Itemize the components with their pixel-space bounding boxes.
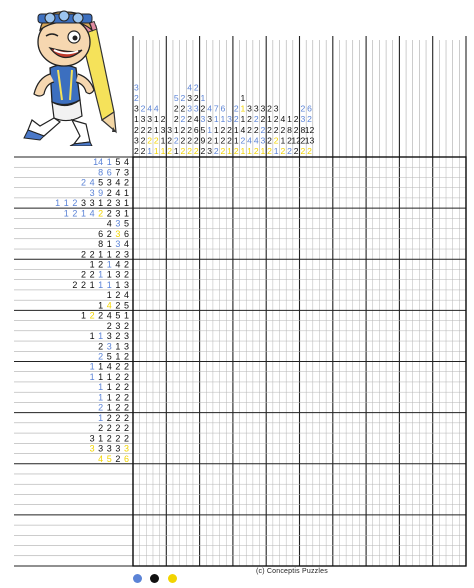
row-clue-number: 1 xyxy=(106,249,112,260)
column-clue-number: 2 xyxy=(220,135,226,146)
column-clue-number: 1 xyxy=(287,114,292,125)
column-clue-number: 3 xyxy=(133,82,139,93)
column-clue-number: 2 xyxy=(227,135,232,146)
row-clue-number: 4 xyxy=(115,187,121,198)
column-clue-number: 4 xyxy=(253,135,259,146)
row-clue-number: 3 xyxy=(115,208,121,219)
black-color-dot xyxy=(150,574,159,583)
column-clue-number: 6 xyxy=(307,103,312,114)
row-clue-number: 1 xyxy=(123,310,129,321)
column-clue-number: 3 xyxy=(193,103,199,114)
column-clue-number: 1 xyxy=(213,135,219,146)
column-clue-number: 1 xyxy=(273,146,279,156)
row-clue-number: 3 xyxy=(123,331,129,342)
column-clue-number: 2 xyxy=(293,114,299,125)
row-clue-number: 1 xyxy=(123,208,129,219)
row-clue-number: 1 xyxy=(106,269,112,280)
row-clue-number: 3 xyxy=(98,443,104,454)
row-clue-number: 2 xyxy=(98,423,104,434)
column-clue-number: 2 xyxy=(220,124,226,135)
row-clue-number: 3 xyxy=(89,187,95,198)
column-clue-number: 7 xyxy=(213,103,219,114)
column-clue-number: 1 xyxy=(233,124,239,135)
column-clue-number: 3 xyxy=(200,114,206,125)
row-clue-number: 2 xyxy=(123,177,129,188)
column-clue-number: 2 xyxy=(200,146,206,156)
row-clue-number: 1 xyxy=(98,249,104,260)
row-clue-number: 1 xyxy=(55,198,61,209)
row-clue-number: 1 xyxy=(106,259,112,270)
row-clue-number: 2 xyxy=(115,392,121,403)
row-clue-number: 2 xyxy=(98,351,104,362)
column-clue-number: 2 xyxy=(187,124,193,135)
row-clue-number: 1 xyxy=(106,290,112,301)
row-clue-number: 2 xyxy=(123,423,129,434)
row-clue-number: 1 xyxy=(63,208,69,219)
row-clue-number: 2 xyxy=(123,433,129,444)
row-clue-number: 4 xyxy=(98,453,104,464)
column-clue-number: 2 xyxy=(273,114,279,125)
column-clue-number: 2 xyxy=(273,124,279,135)
row-clue-number: 2 xyxy=(115,433,121,444)
column-clue-number: 1 xyxy=(213,114,219,125)
row-clue-number: 4 xyxy=(106,310,112,321)
row-clue-number: 2 xyxy=(115,300,121,311)
row-clue-number: 3 xyxy=(115,218,121,229)
column-clue-number: 2 xyxy=(140,135,146,146)
column-clue-number: 1 xyxy=(153,124,159,135)
row-clue-number: 3 xyxy=(123,167,129,178)
column-clue-number: 4 xyxy=(193,114,199,125)
row-clue-number: 2 xyxy=(115,249,121,260)
row-clue-number: 4 xyxy=(106,300,112,311)
row-clue-number: 3 xyxy=(123,249,129,260)
row-clue-number: 9 xyxy=(98,187,104,198)
column-clue-number: 2 xyxy=(280,146,286,156)
column-clue-number: 3 xyxy=(260,103,266,114)
row-clue-number: 1 xyxy=(80,208,86,219)
column-clue-number: 2 xyxy=(193,93,199,103)
row-clue-number: 2 xyxy=(123,259,129,270)
column-clue-number: 2 xyxy=(193,135,199,146)
row-clue-number: 1 xyxy=(89,371,95,382)
column-clue-number: 3 xyxy=(133,103,139,114)
row-clue-number: 2 xyxy=(106,423,112,434)
row-clue-number: 1 xyxy=(106,157,112,168)
row-clue-number: 2 xyxy=(115,382,121,393)
row-clue-number: 1 xyxy=(115,279,121,290)
row-clue-number: 4 xyxy=(106,361,112,372)
row-clue-number: 2 xyxy=(72,279,78,290)
column-clue-number: 3 xyxy=(187,93,193,103)
column-clue-number: 2 xyxy=(233,146,239,156)
row-clue-number: 2 xyxy=(106,198,112,209)
row-clue-number: 2 xyxy=(115,412,121,423)
column-clue-number: 2 xyxy=(287,135,292,146)
column-clue-number: 2 xyxy=(173,114,179,125)
column-clue-number: 2 xyxy=(193,82,199,93)
row-clue-number: 1 xyxy=(106,239,112,250)
row-clue-number: 1 xyxy=(63,198,69,209)
column-clue-number: 9 xyxy=(200,135,206,146)
row-clue-number: 2 xyxy=(123,412,129,423)
row-clue-number: 1 xyxy=(89,279,95,290)
column-clue-number: 4 xyxy=(207,103,212,114)
row-clue-number: 2 xyxy=(89,310,95,321)
row-clue-number: 2 xyxy=(72,208,78,219)
column-clue-number: 2 xyxy=(267,124,272,135)
row-clue-number: 1 xyxy=(80,310,86,321)
row-clue-number: 3 xyxy=(89,443,95,454)
row-clue-number: 1 xyxy=(89,331,95,342)
column-clue-number: 4 xyxy=(153,103,159,114)
column-clue-number: 2 xyxy=(173,103,179,114)
row-clue-number: 5 xyxy=(115,157,121,168)
row-clue-number: 6 xyxy=(106,167,112,178)
row-clue-number: 1 xyxy=(98,279,104,290)
row-clue-number: 2 xyxy=(80,279,86,290)
blue-color-dot xyxy=(133,574,142,583)
column-clue-number: 2 xyxy=(300,103,306,114)
column-clue-number: 3 xyxy=(260,135,266,146)
mascot-body xyxy=(24,65,94,146)
row-clue-number: 2 xyxy=(80,177,86,188)
row-clue-number: 3 xyxy=(80,198,86,209)
boy-with-pencil-icon xyxy=(10,4,122,146)
row-clue-number: 4 xyxy=(115,259,121,270)
row-clue-number: 1 xyxy=(98,382,104,393)
row-clue-number: 1 xyxy=(98,269,104,280)
column-clue-number: 6 xyxy=(193,124,199,135)
row-clue-number: 3 xyxy=(106,177,112,188)
row-clue-number: 5 xyxy=(106,351,112,362)
column-clue-number: 2 xyxy=(180,135,186,146)
column-clue-number: 1 xyxy=(233,135,239,146)
column-clue-number: 2 xyxy=(193,146,199,156)
row-clue-number: 5 xyxy=(115,310,121,321)
row-clue-number: 2 xyxy=(106,412,112,423)
row-clue-number: 2 xyxy=(123,392,129,403)
column-clue-number: 6 xyxy=(220,103,226,114)
row-clue-number: 2 xyxy=(115,423,121,434)
row-clue-number: 2 xyxy=(123,402,129,413)
row-clue-number: 1 xyxy=(106,392,112,403)
column-clue-number: 8 xyxy=(287,124,292,135)
column-clue-number: 1 xyxy=(133,114,139,125)
row-clue-number: 1 xyxy=(123,187,129,198)
column-clue-number: 1 xyxy=(220,114,226,125)
column-clue-number: 1 xyxy=(153,114,159,125)
puzzle-grid[interactable] xyxy=(133,157,466,566)
row-clue-number: 5 xyxy=(123,218,129,229)
row-clue-number: 14 xyxy=(93,157,104,168)
column-clue-number: 1 xyxy=(247,146,252,156)
row-clue-number: 1 xyxy=(106,279,112,290)
column-clue-number: 1 xyxy=(160,135,166,146)
column-clue-number: 2 xyxy=(253,146,259,156)
row-clue-number: 2 xyxy=(106,320,112,331)
column-clue-number: 2 xyxy=(173,135,179,146)
column-clue-number: 2 xyxy=(307,114,312,125)
column-clue-number: 2 xyxy=(187,146,193,156)
row-clue-number: 2 xyxy=(89,249,95,260)
column-clue-number: 3 xyxy=(187,103,193,114)
row-clue-number: 1 xyxy=(98,371,104,382)
column-clue-number: 2 xyxy=(253,124,259,135)
column-clue-number: 1 xyxy=(227,146,232,156)
column-clue-number: 2 xyxy=(247,124,252,135)
copyright-credit: (c) Conceptis Puzzles xyxy=(256,568,328,575)
column-clue-number: 3 xyxy=(207,146,212,156)
row-clue-number: 2 xyxy=(123,371,129,382)
row-clue-number: 3 xyxy=(123,443,129,454)
column-clue-number: 3 xyxy=(133,135,139,146)
row-clue-number: 3 xyxy=(115,320,121,331)
row-clue-number: 1 xyxy=(106,382,112,393)
row-clues-area xyxy=(14,157,133,566)
row-clue-number: 3 xyxy=(89,198,95,209)
column-clue-number: 2 xyxy=(167,146,173,156)
row-clue-number: 1 xyxy=(98,433,104,444)
column-clue-number: 2 xyxy=(153,135,159,146)
row-clue-number: 3 xyxy=(115,228,121,239)
column-clue-number: 2 xyxy=(260,114,266,125)
column-clue-number: 1 xyxy=(200,93,206,103)
column-clues-area xyxy=(133,36,466,157)
row-clue-number: 5 xyxy=(98,177,104,188)
column-clue-number: 12 xyxy=(304,124,315,135)
puzzle-footer xyxy=(0,566,474,586)
row-clue-number: 3 xyxy=(106,331,112,342)
column-clue-number: 2 xyxy=(240,135,246,146)
column-clue-number: 2 xyxy=(140,124,146,135)
column-clue-number: 2 xyxy=(180,114,186,125)
row-clue-number: 1 xyxy=(115,351,121,362)
column-clue-number: 3 xyxy=(207,114,212,125)
row-clue-number: 1 xyxy=(89,361,95,372)
row-clue-number: 1 xyxy=(106,402,112,413)
row-clue-number: 4 xyxy=(123,290,129,301)
row-clue-number: 1 xyxy=(98,361,104,372)
column-clue-number: 2 xyxy=(180,93,186,103)
column-clue-number: 1 xyxy=(173,124,179,135)
column-clue-number: 1 xyxy=(147,146,153,156)
row-clue-number: 3 xyxy=(89,433,95,444)
column-clue-number: 2 xyxy=(187,135,193,146)
row-clue-number: 3 xyxy=(123,279,129,290)
row-clue-number: 2 xyxy=(106,208,112,219)
row-clue-number: 1 xyxy=(106,371,112,382)
column-clue-number: 2 xyxy=(160,114,166,125)
column-clue-number: 2 xyxy=(187,114,193,125)
column-clue-number: 2 xyxy=(233,103,239,114)
row-clue-number: 1 xyxy=(98,331,104,342)
column-clue-number: 2 xyxy=(133,146,139,156)
row-clue-number: 2 xyxy=(115,402,121,413)
column-clue-number: 2 xyxy=(300,135,306,146)
row-clue-number: 5 xyxy=(123,300,129,311)
row-clue-number: 3 xyxy=(115,239,121,250)
row-clue-number: 2 xyxy=(115,290,121,301)
column-clue-number: 2 xyxy=(167,135,173,146)
column-clue-number: 1 xyxy=(240,114,246,125)
column-clue-number: 2 xyxy=(260,124,266,135)
row-clue-number: 3 xyxy=(106,443,112,454)
row-clue-number: 7 xyxy=(115,167,121,178)
row-clue-number: 8 xyxy=(98,239,104,250)
column-clue-number: 2 xyxy=(267,103,272,114)
column-clue-number: 3 xyxy=(300,114,306,125)
column-clue-number: 5 xyxy=(200,124,206,135)
row-clue-number: 2 xyxy=(72,198,78,209)
column-clue-number: 2 xyxy=(147,135,153,146)
row-clue-number: 4 xyxy=(89,177,95,188)
column-clue-number: 5 xyxy=(173,93,179,103)
column-clue-number: 2 xyxy=(133,124,139,135)
column-clue-number: 2 xyxy=(180,146,186,156)
row-clue-number: 4 xyxy=(123,239,129,250)
row-clue-number: 1 xyxy=(89,259,95,270)
column-clue-number: 4 xyxy=(240,124,246,135)
row-clue-number: 2 xyxy=(123,269,129,280)
column-clue-number: 3 xyxy=(253,103,259,114)
column-clue-number: 2 xyxy=(200,103,206,114)
column-clue-number: 1 xyxy=(173,146,179,156)
column-clue-number: 2 xyxy=(293,146,299,156)
column-clue-number: 4 xyxy=(187,82,193,93)
column-clue-number: 2 xyxy=(247,114,252,125)
column-clue-number: 3 xyxy=(227,114,232,125)
column-clue-number: 2 xyxy=(273,135,279,146)
yellow-color-dot xyxy=(168,574,177,583)
row-clue-number: 6 xyxy=(123,228,129,239)
mascot-head xyxy=(38,11,92,66)
row-clue-number: 6 xyxy=(123,453,129,464)
row-clue-number: 3 xyxy=(115,443,121,454)
row-clue-number: 4 xyxy=(123,157,129,168)
row-clue-number: 2 xyxy=(123,361,129,372)
row-clue-number: 5 xyxy=(106,453,112,464)
column-clue-number: 2 xyxy=(280,124,286,135)
row-clue-number: 4 xyxy=(106,218,112,229)
row-clue-number: 8 xyxy=(98,167,104,178)
row-clue-number: 2 xyxy=(80,249,86,260)
row-clue-number: 2 xyxy=(115,331,121,342)
column-clue-number: 2 xyxy=(213,146,219,156)
row-clue-number: 1 xyxy=(98,300,104,311)
column-clue-number: 2 xyxy=(180,124,186,135)
column-clue-number: 8 xyxy=(300,124,306,135)
row-clue-number: 6 xyxy=(98,228,104,239)
row-clue-number: 4 xyxy=(115,177,121,188)
row-clue-number: 1 xyxy=(98,198,104,209)
column-clue-number: 2 xyxy=(293,124,299,135)
row-clue-number: 1 xyxy=(98,392,104,403)
column-clue-number: 1 xyxy=(213,124,219,135)
column-clue-number: 1 xyxy=(207,124,212,135)
row-clue-number: 1 xyxy=(98,412,104,423)
column-clue-number: 1 xyxy=(160,146,166,156)
column-clue-number: 2 xyxy=(267,146,272,156)
color-palette xyxy=(133,570,181,588)
row-clue-number: 2 xyxy=(98,402,104,413)
column-clue-number: 2 xyxy=(220,146,226,156)
column-clue-number: 3 xyxy=(167,124,173,135)
column-clue-number: 2 xyxy=(140,146,146,156)
row-clue-number: 2 xyxy=(115,371,121,382)
row-clue-number: 1 xyxy=(115,341,121,352)
column-clue-number: 1 xyxy=(267,114,272,125)
column-clue-number: 2 xyxy=(307,146,312,156)
column-clue-number: 2 xyxy=(180,103,186,114)
column-clue-number: 3 xyxy=(247,103,252,114)
column-clue-number: 2 xyxy=(147,124,153,135)
row-clue-number: 1 xyxy=(123,198,129,209)
row-clue-number: 2 xyxy=(115,453,121,464)
row-clue-number: 2 xyxy=(98,310,104,321)
column-clue-number: 4 xyxy=(280,114,286,125)
column-clue-number: 2 xyxy=(300,146,306,156)
column-clue-number: 3 xyxy=(140,114,146,125)
column-clue-number: 2 xyxy=(267,135,272,146)
column-clue-number: 2 xyxy=(233,114,239,125)
row-clue-number: 3 xyxy=(106,341,112,352)
row-clue-number: 3 xyxy=(115,269,121,280)
row-clue-number: 2 xyxy=(89,269,95,280)
row-clue-number: 2 xyxy=(98,341,104,352)
column-clue-number: 1 xyxy=(280,135,286,146)
column-clue-number: 1 xyxy=(240,103,246,114)
row-clue-number: 3 xyxy=(115,198,121,209)
column-clue-number: 2 xyxy=(140,103,146,114)
row-clue-number: 2 xyxy=(98,208,104,219)
row-clue-number: 2 xyxy=(123,382,129,393)
column-clue-number: 2 xyxy=(207,135,212,146)
row-clue-number: 2 xyxy=(80,269,86,280)
column-clue-number: 1 xyxy=(260,146,266,156)
row-clue-number: 2 xyxy=(106,228,112,239)
column-clue-number: 1 xyxy=(153,146,159,156)
column-clue-number: 12 xyxy=(291,135,301,146)
column-clue-number: 2 xyxy=(133,93,139,103)
row-clue-number: 2 xyxy=(98,259,104,270)
row-clue-number: 2 xyxy=(123,351,129,362)
row-clue-number: 4 xyxy=(89,208,95,219)
column-clue-number: 2 xyxy=(287,146,292,156)
column-clue-number: 3 xyxy=(273,103,279,114)
column-clue-number: 13 xyxy=(304,135,315,146)
row-clue-number: 2 xyxy=(123,320,129,331)
column-clue-number: 4 xyxy=(247,135,252,146)
row-clue-number: 2 xyxy=(115,361,121,372)
row-clue-number: 3 xyxy=(123,341,129,352)
column-clue-number: 2 xyxy=(253,114,259,125)
column-clue-number: 3 xyxy=(147,114,153,125)
row-clue-number: 2 xyxy=(106,433,112,444)
column-clue-number: 1 xyxy=(240,93,246,103)
column-clue-number: 3 xyxy=(160,124,166,135)
row-clue-number: 2 xyxy=(106,187,112,198)
column-clue-number: 4 xyxy=(147,103,153,114)
column-clue-number: 1 xyxy=(240,146,246,156)
column-clue-number: 2 xyxy=(227,124,232,135)
